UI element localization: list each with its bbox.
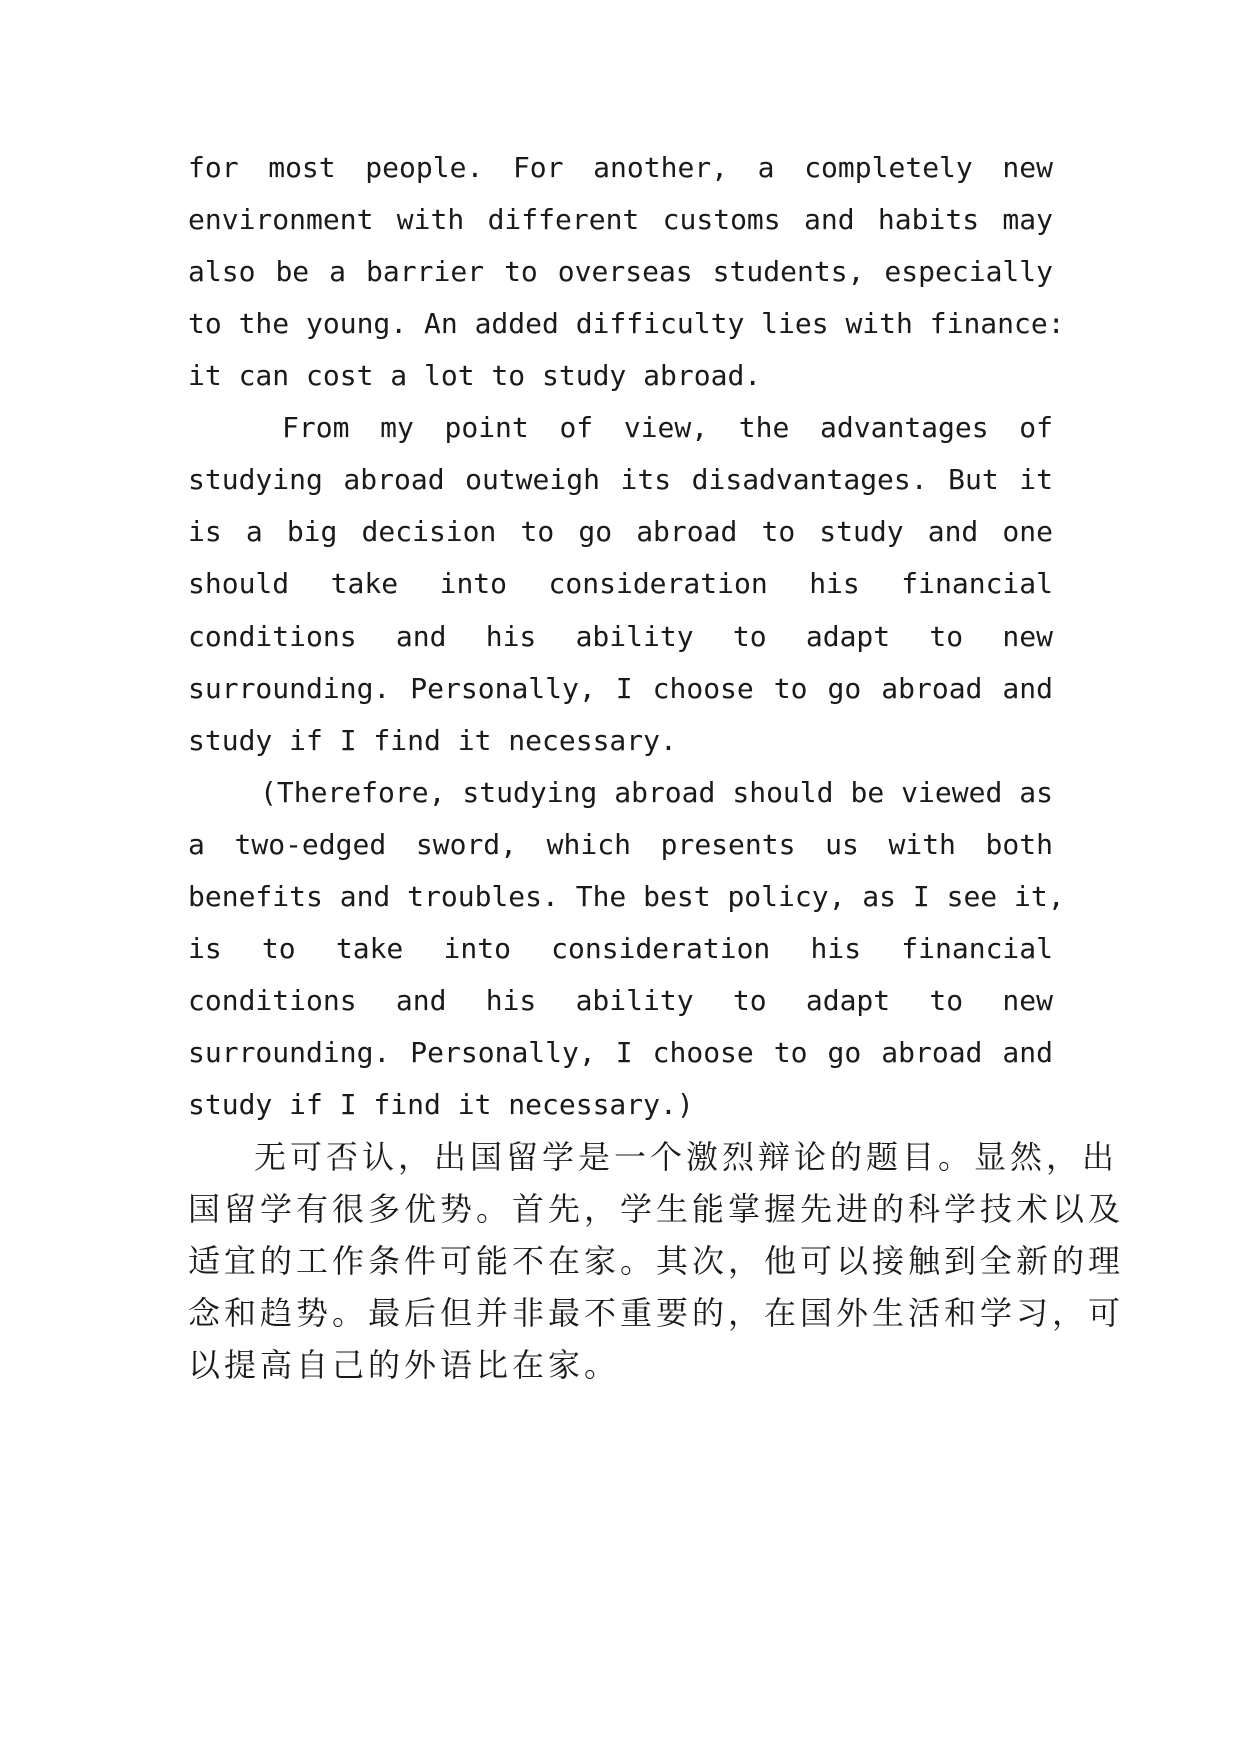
paragraph-2-line-3: is a big decision to go abroad to study and one: [188, 515, 1053, 548]
paragraph-3-line-2: a two-edged sword, which presents us with both: [188, 828, 1053, 861]
paragraph-1-line-2: environment with different customs and habits may: [188, 203, 1053, 236]
paragraph-4-line-4: 念和趋势。最后但并非最不重要的，在国外生活和学习，可: [188, 1294, 1125, 1332]
paragraph-3-line-6: surrounding. Personally, I choose to go abroad and: [188, 1036, 1053, 1069]
paragraph-4-line-2: 国留学有很多优势。首先，学生能掌握先进的科学技术以及: [188, 1190, 1125, 1228]
paragraph-2-line-6: surrounding. Personally, I choose to go abroad and: [188, 672, 1053, 705]
paragraph-2-line-1: From my point of view, the advantages of: [282, 411, 1053, 444]
paragraph-3-line-3: benefits and troubles. The best policy, as I see it,: [188, 880, 1065, 913]
paragraph-4-line-3: 适宜的工作条件可能不在家。其次，他可以接触到全新的理: [188, 1242, 1125, 1280]
paragraph-2-line-5: conditions and his ability to adapt to new: [188, 620, 1053, 653]
paragraph-1-line-3: also be a barrier to overseas students, especially: [188, 255, 1053, 288]
paragraph-4-line-5: 以提高自己的外语比在家。: [188, 1346, 621, 1384]
paragraph-2-line-7: study if I find it necessary.: [188, 724, 677, 757]
paragraph-1-line-4: to the young. An added difficulty lies with finance:: [188, 307, 1065, 340]
paragraph-3-line-5: conditions and his ability to adapt to new: [188, 984, 1053, 1017]
paragraph-1-line-5: it can cost a lot to study abroad.: [188, 359, 762, 392]
paragraph-2-line-4: should take into consideration his financial: [188, 567, 1053, 600]
paragraph-4-line-1: 无可否认，出国留学是一个激烈辩论的题目。显然，出: [254, 1138, 1119, 1176]
paragraph-3-line-1: (Therefore, studying abroad should be viewed as: [260, 776, 1053, 809]
paragraph-2-line-2: studying abroad outweigh its disadvantages. But it: [188, 463, 1053, 496]
paragraph-3-line-7: study if I find it necessary.): [188, 1088, 694, 1121]
paragraph-1-line-1: for most people. For another, a completely new: [188, 151, 1053, 184]
paragraph-3-line-4: is to take into consideration his financial: [188, 932, 1053, 965]
